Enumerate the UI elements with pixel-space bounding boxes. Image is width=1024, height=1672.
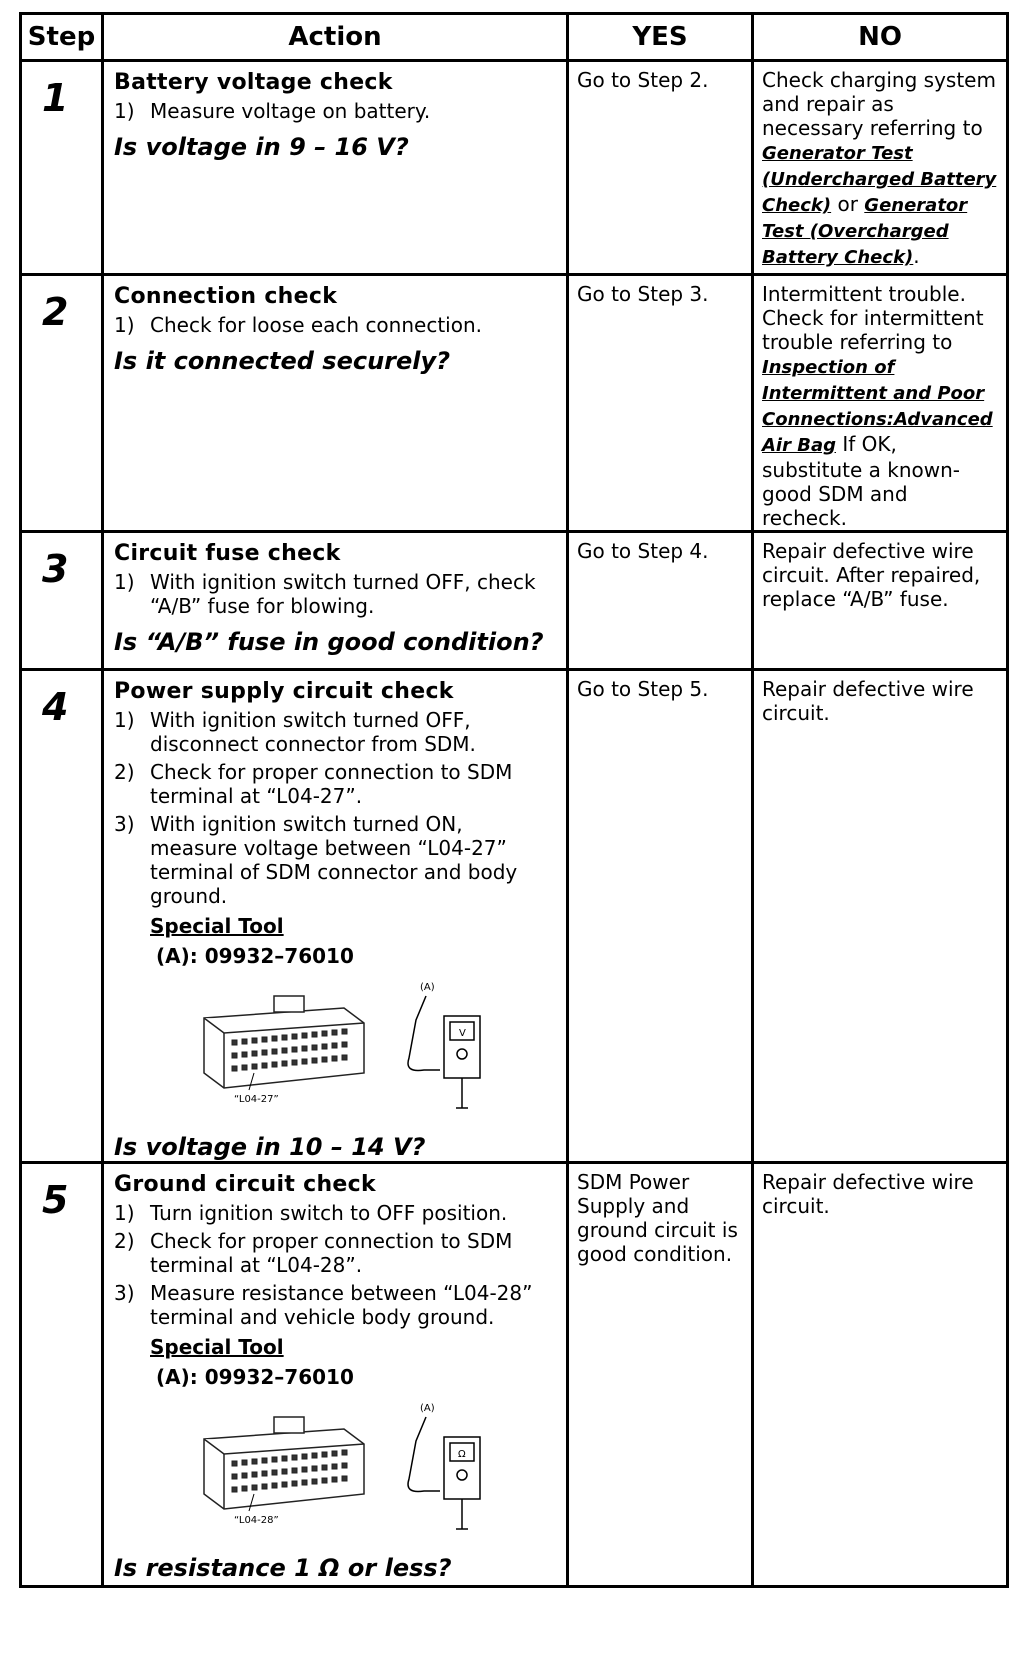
connector-icon — [204, 1417, 364, 1509]
yes-cell: Go to Step 5. — [568, 670, 753, 1163]
connector-voltmeter-figure — [194, 978, 556, 1123]
step-row-4 — [21, 670, 1008, 1163]
step-row-2 — [21, 275, 1008, 532]
meter-symbol: Ω — [458, 1449, 466, 1460]
no-cell: Repair defective wire circuit. After repaired, replace “A/B” fuse. — [753, 532, 1008, 670]
terminal-label: “L04-27” — [234, 1094, 279, 1105]
action-title: Battery voltage check — [114, 70, 393, 95]
action-cell — [103, 670, 568, 1163]
special-tool: Special Tool (A): 09932–76010 — [150, 1335, 354, 1389]
action-title: Connection check — [114, 284, 338, 309]
substep: 1) Turn ignition switch to OFF position. — [114, 1201, 508, 1225]
substep: 3) With ignition switch turned ON, measure voltage between “L04-27” terminal of SDM connector and body ground. — [114, 812, 518, 908]
ohmmeter-icon — [408, 1417, 480, 1529]
tool-a-label: (A) — [420, 982, 435, 993]
terminal-label: “L04-28” — [234, 1515, 279, 1526]
substep: 2) Check for proper connection to SDM terminal at “L04-27”. — [114, 760, 513, 808]
question: Is voltage in 9 – 16 V? — [114, 133, 409, 161]
link-generator-test-undercharged[interactable]: Generator Test (Undercharged Battery Check) — [762, 143, 997, 216]
connector-icon — [204, 996, 364, 1088]
action-cell — [103, 532, 568, 670]
link-inspection-intermittent[interactable]: Inspection of Intermittent and Poor Connections:Advanced Air Bag — [762, 357, 993, 456]
question: Is voltage in 10 – 14 V? — [114, 1133, 426, 1161]
tool-a-label: (A) — [420, 1403, 435, 1414]
step-row-3 — [21, 532, 1008, 670]
meter-symbol: V — [459, 1028, 466, 1039]
voltmeter-icon — [408, 996, 480, 1108]
yes-cell: SDM Power Supply and ground circuit is good condition. — [568, 1163, 753, 1587]
no-cell: Repair defective wire circuit. — [753, 1163, 1008, 1587]
step-number: 4 — [21, 670, 103, 1163]
yes-cell: Go to Step 3. — [568, 275, 753, 532]
no-cell: Repair defective wire circuit. — [753, 670, 1008, 1163]
question: Is resistance 1 Ω or less? — [114, 1554, 452, 1582]
header-action: Action — [103, 14, 568, 61]
yes-cell: Go to Step 4. — [568, 532, 753, 670]
step-row-5 — [21, 1163, 1008, 1587]
substep: 1) Measure voltage on battery. — [114, 99, 431, 123]
action-cell — [103, 275, 568, 532]
action-title: Ground circuit check — [114, 1172, 376, 1197]
connector-ohmmeter-figure — [194, 1399, 556, 1544]
step-number: 1 — [21, 61, 103, 275]
substep: 1) Check for loose each connection. — [114, 313, 482, 337]
diagnostic-procedure-table — [19, 12, 1009, 1588]
question: Is it connected securely? — [114, 347, 451, 375]
question: Is “A/B” fuse in good condition? — [114, 628, 544, 656]
substep: 1) With ignition switch turned OFF, check “A/B” fuse for blowing. — [114, 570, 536, 618]
action-title: Power supply circuit check — [114, 679, 454, 704]
header-no: NO — [753, 14, 1008, 61]
action-cell — [103, 1163, 568, 1587]
yes-cell: Go to Step 2. — [568, 61, 753, 275]
step-number: 3 — [21, 532, 103, 670]
substep: 2) Check for proper connection to SDM terminal at “L04-28”. — [114, 1229, 513, 1277]
step-number: 5 — [21, 1163, 103, 1587]
no-cell: Check charging system and repair as necessary referring to Generator Test (Undercharged Battery Check) or Generator Test (Overcharged Battery Check). — [753, 61, 1008, 275]
link-generator-test-overcharged[interactable]: Generator Test (Overcharged Battery Check) — [762, 195, 968, 268]
substep: 3) Measure resistance between “L04-28” terminal and vehicle body ground. — [114, 1281, 533, 1329]
special-tool: Special Tool (A): 09932–76010 — [150, 914, 354, 968]
substep: 1) With ignition switch turned OFF, disconnect connector from SDM. — [114, 708, 476, 756]
step-number: 2 — [21, 275, 103, 532]
no-cell: Intermittent trouble. Check for intermittent trouble referring to Inspection of Intermittent and Poor Connections:Advanced Air Bag If OK, substitute a known-good SDM and recheck. — [753, 275, 1008, 532]
step-row-1 — [21, 61, 1008, 275]
header-yes: YES — [568, 14, 753, 61]
action-title: Circuit fuse check — [114, 541, 341, 566]
action-cell — [103, 61, 568, 275]
header-step: Step — [21, 14, 103, 61]
header-row — [21, 14, 1008, 61]
